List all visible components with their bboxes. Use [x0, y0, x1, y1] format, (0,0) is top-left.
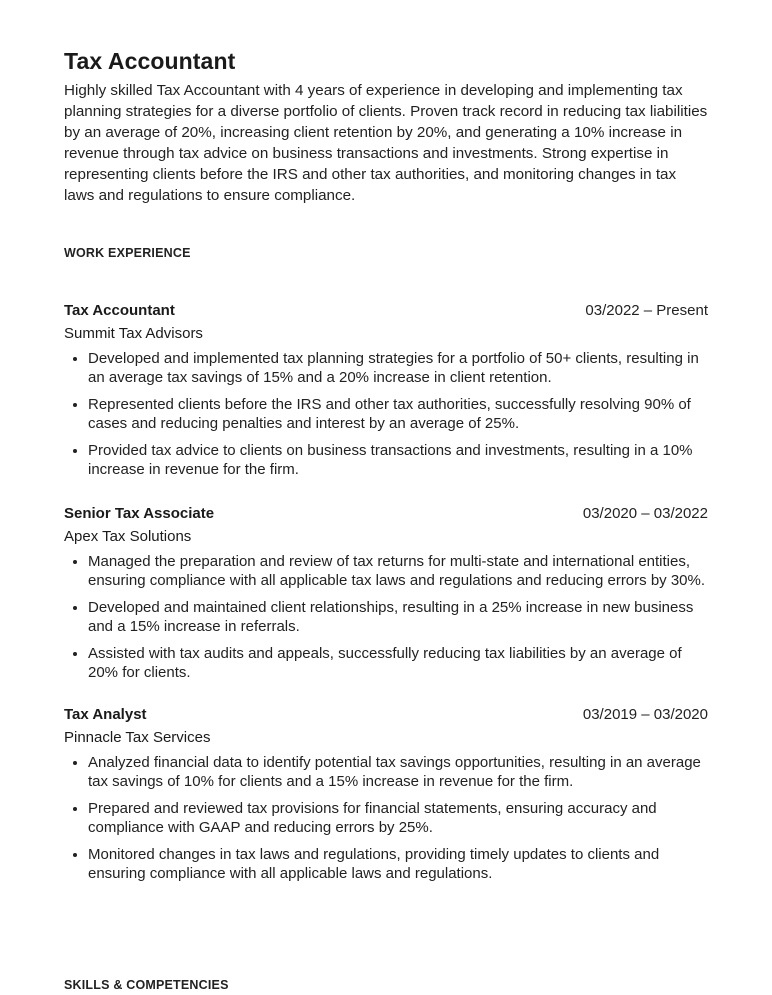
job-entry-1 [64, 300, 708, 479]
skills-competencies-heading: SKILLS & COMPETENCIES [64, 978, 229, 992]
job-bullets [64, 552, 708, 682]
job-dates: 03/2022 – Present [585, 302, 708, 319]
job-header [64, 704, 708, 726]
job-header [64, 503, 708, 525]
job-title: Tax Accountant [64, 302, 175, 319]
job-bullets [64, 349, 708, 479]
resume-page [64, 46, 708, 891]
bullet-item: • Monitored changes in tax laws and regulations, providing timely updates to clients and ensuring compliance with all applicable laws and regulations. [88, 845, 708, 883]
job-company: Apex Tax Solutions [64, 528, 192, 545]
job-company: Summit Tax Advisors [64, 325, 203, 342]
bullet-item: • Prepared and reviewed tax provisions for financial statements, ensuring accuracy and compliance with GAAP and reducing errors by 25%. [88, 799, 708, 837]
job-header [64, 300, 708, 322]
work-experience-heading: WORK EXPERIENCE [64, 246, 191, 260]
job-dates: 03/2019 – 03/2020 [582, 706, 708, 723]
bullet-item: • Provided tax advice to clients on business transactions and investments, resulting in a 10% increase in revenue for the firm. [88, 441, 708, 479]
bullet-item: • Developed and maintained client relationships, resulting in a 25% increase in new business and a 15% increase in referrals. [88, 598, 708, 636]
job-entry-3 [64, 704, 708, 883]
bullet-item: • Managed the preparation and review of tax returns for multi-state and international entities, ensuring compliance with all applicable tax laws and regulations and reducing errors by 30%. [88, 552, 708, 590]
job-dates: 03/2020 – 03/2022 [582, 505, 708, 522]
job-title: Tax Analyst [64, 706, 147, 723]
bullet-item: • Developed and implemented tax planning strategies for a portfolio of 50+ clients, resulting in an average tax savings of 15% and a 20% increase in client retention. [88, 349, 708, 387]
job-bullets [64, 753, 708, 883]
professional-summary: Highly skilled Tax Accountant with 4 years of experience in developing and implementing tax planning strategies for a diverse portfolio of clients. Proven track record in reducing tax liabilities by an average of 20%, increasing client retention by 20%, and generating a 10% increase in revenue through tax advice on business transactions and investments. Strong expertise in representing clients before the IRS and other tax authorities, and monitoring changes in tax laws and regulations to ensure compliance. [64, 82, 708, 204]
job-company: Pinnacle Tax Services [64, 729, 211, 746]
bullet-item: • Assisted with tax audits and appeals, successfully reducing tax liabilities by an average of 20% for clients. [88, 644, 708, 682]
bullet-item: • Represented clients before the IRS and other tax authorities, successfully resolving 90% of cases and reducing penalties and interest by an average of 25%. [88, 395, 708, 433]
bullet-item: • Analyzed financial data to identify potential tax savings opportunities, resulting in an average tax savings of 10% for clients and a 15% increase in revenue for the firm. [88, 753, 708, 791]
resume-title: Tax Accountant [64, 48, 236, 74]
job-title: Senior Tax Associate [64, 505, 215, 522]
job-entry-2 [64, 503, 708, 682]
